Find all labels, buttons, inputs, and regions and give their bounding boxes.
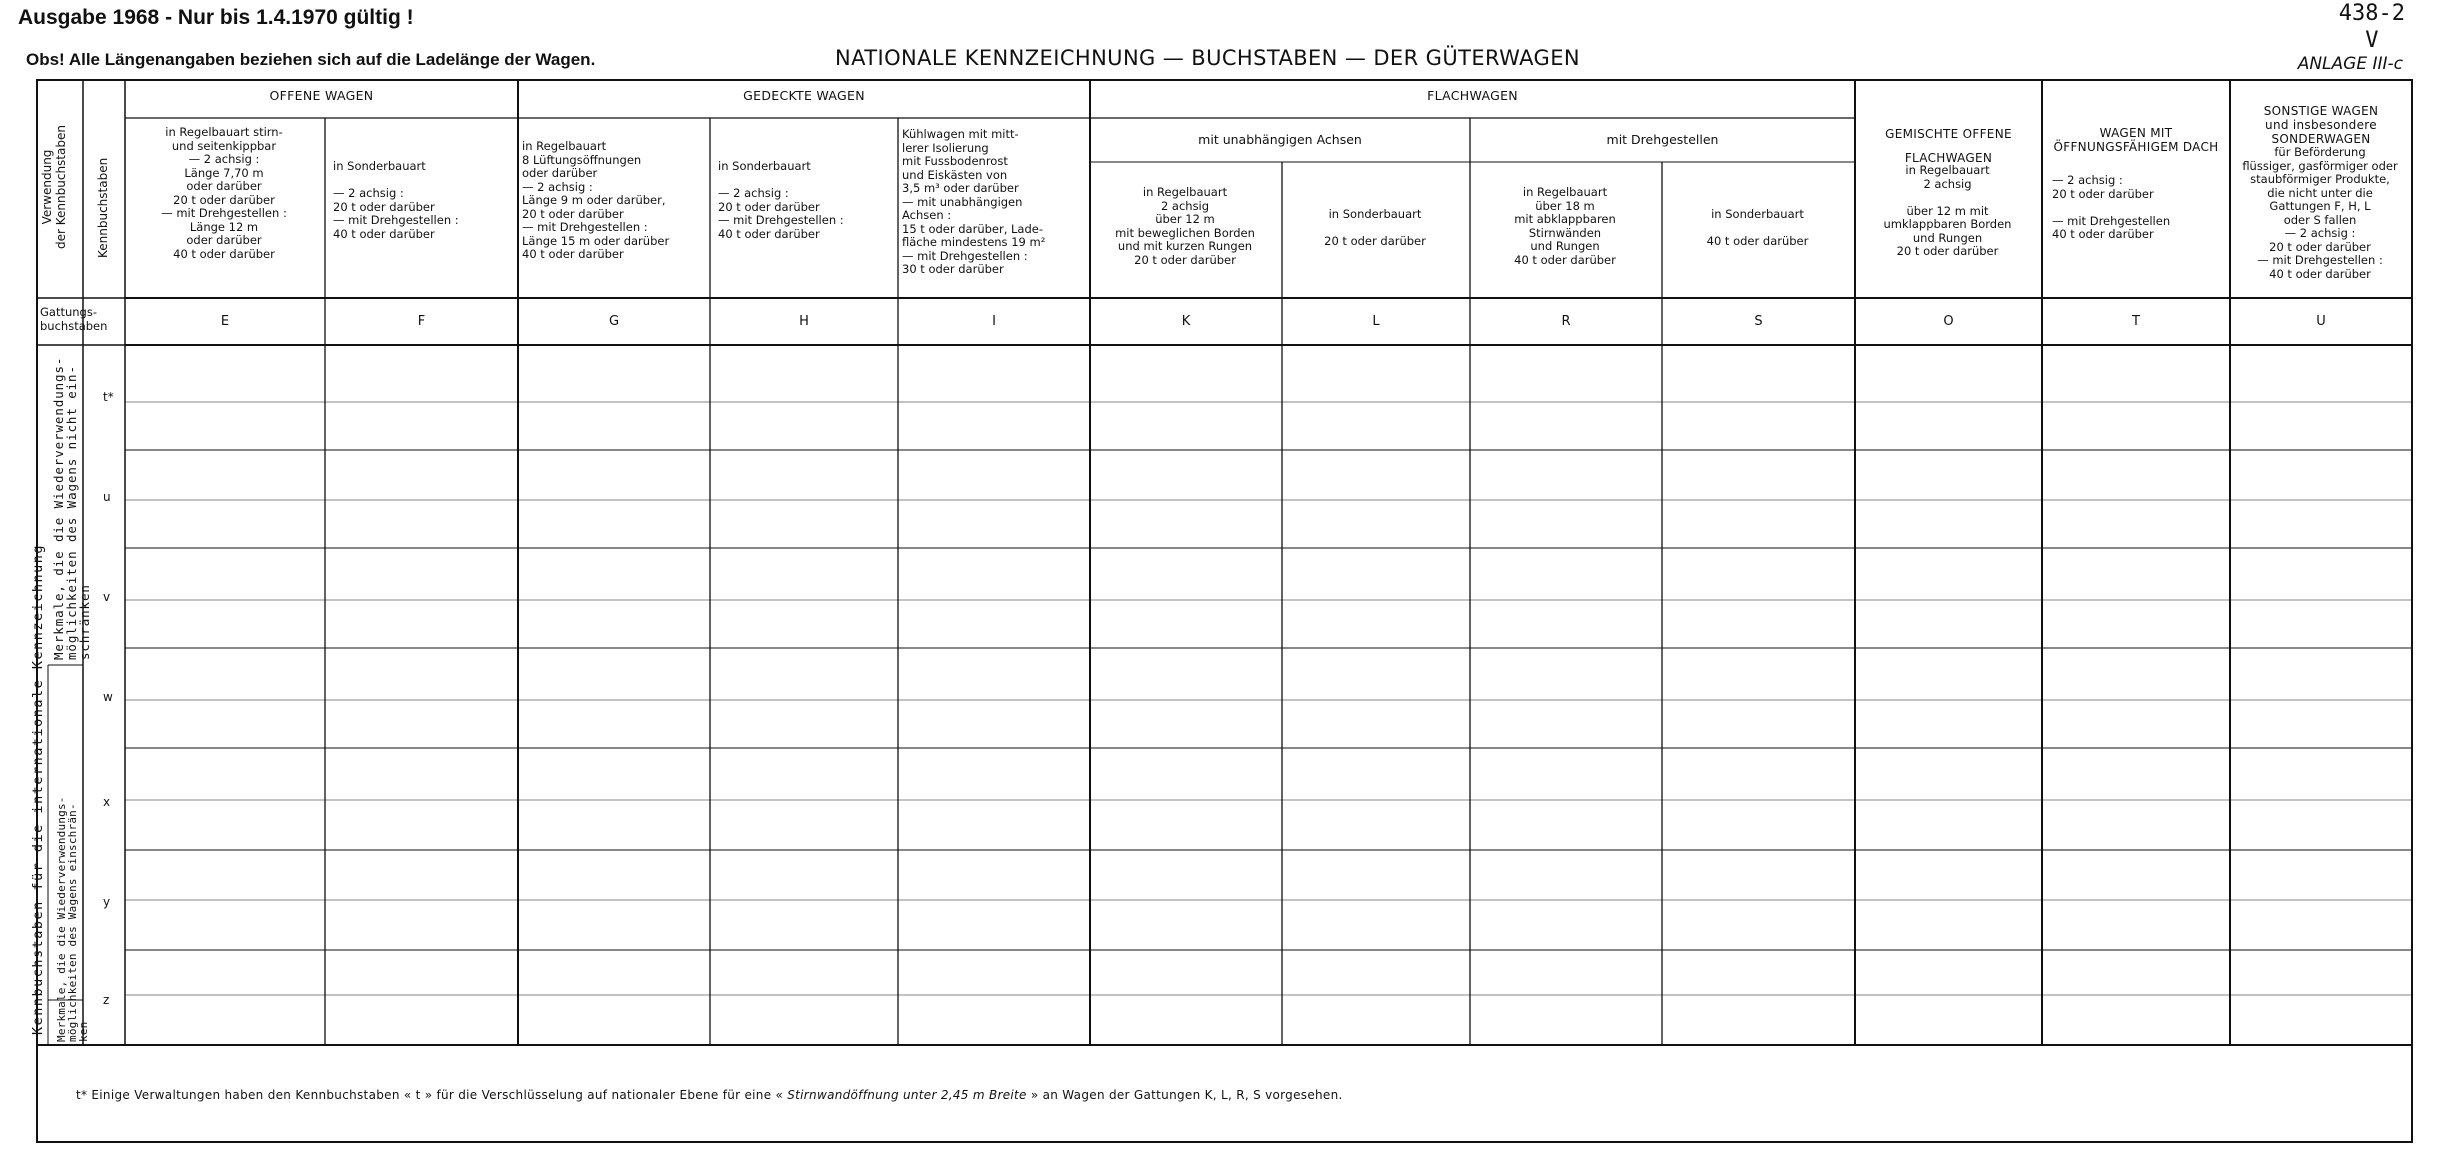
merkmale-lower-label: Merkmale, die die Wiederverwendungs- möglichkeiten des Wagens einschrän- ken: [55, 796, 90, 1042]
column-desc-r: in Regelbauart über 18 m mit abklappbaren Stirnwänden und Rungen 40 t oder darüber: [1514, 185, 1616, 267]
flach-unabhaengig: mit unabhängigen Achsen: [1198, 132, 1362, 147]
column-desc-i: Kühlwagen mit mitt- lerer Isolierung mit Fussbodenrost und Eiskästen von 3,5 m³ oder darüber — mit unabhängigen Achsen : 15 t oder darüber, Lade- fläche mindestens 19 m² — mit Drehgestellen : 30 t oder darüber: [902, 127, 1046, 276]
row-key-2: v: [103, 590, 111, 604]
row-key-4: x: [103, 795, 111, 809]
column-desc-o: in Regelbauart 2 achsig über 12 m mit umklappbaren Borden und Rungen 20 t oder darüber: [1883, 163, 2012, 258]
footnote-text-1: t* Einige Verwaltungen haben den Kennbuchstaben « t » für die Verschlüsselung auf nationaler Ebene für eine «: [76, 1088, 784, 1102]
row-key-0: t*: [103, 390, 114, 404]
footnote-text-2: » an Wagen der Gattungen K, L, R, S vorgesehen.: [1030, 1088, 1343, 1102]
column-desc-s: in Sonderbauart 40 t oder darüber: [1706, 207, 1809, 248]
column-desc-g: in Regelbauart 8 Lüftungsöffnungen oder darüber — 2 achsig : Länge 9 m oder darüber, 20 t oder darüber — mit Drehgestellen : Länge 15 m oder darüber 40 t oder darüber: [522, 139, 670, 261]
length-note: Obs! Alle Längenangaben beziehen sich auf die Ladelänge der Wagen.: [26, 50, 596, 69]
group-gedeckte: GEDECKTE WAGEN: [743, 88, 865, 103]
international-label: Kennbuchstaben für die internationale Kennzeichnung: [30, 543, 46, 1035]
column-letter-g: G: [608, 314, 620, 329]
column-letter-h: H: [799, 314, 809, 329]
annex-label: ANLAGE III-c: [2297, 54, 2403, 74]
edition-note: Ausgabe 1968 - Nur bis 1.4.1970 gültig !: [18, 6, 414, 29]
footnote-italic: Stirnwandöffnung unter 2,45 m Breite: [783, 1088, 1031, 1102]
footnote: [76, 1088, 1343, 1102]
column-letter-f: F: [417, 314, 426, 329]
row-key-1: u: [103, 490, 111, 504]
column-desc-l: in Sonderbauart 20 t oder darüber: [1324, 207, 1426, 248]
group-offene: OFFENE WAGEN: [269, 88, 374, 103]
page-title: NATIONALE KENNZEICHNUNG — BUCHSTABEN — DER GÜTERWAGEN: [835, 46, 1580, 70]
column-letter-u: U: [2316, 314, 2326, 329]
column-letter-i: I: [992, 314, 996, 329]
group-flach: FLACHWAGEN: [1427, 88, 1518, 103]
gattungs-label: Gattungs- buchstaben: [40, 305, 108, 333]
column-letter-e: E: [220, 314, 230, 329]
kennbuchstaben-label: Kennbuchstaben: [96, 157, 110, 258]
code-number: 438-2: [2338, 1, 2405, 26]
column-desc-f: in Sonderbauart — 2 achsig : 20 t oder darüber — mit Drehgestellen : 40 t oder darüber: [333, 159, 459, 241]
group-sonstige: SONSTIGE WAGEN und insbesondere SONDERWAGEN: [2263, 104, 2379, 146]
column-letter-k: K: [1181, 314, 1191, 329]
column-desc-t: — 2 achsig : 20 t oder darüber — mit Drehgestellen 40 t oder darüber: [2052, 173, 2171, 241]
column-letter-r: R: [1561, 314, 1571, 329]
verwendung-label: Verwendung der Kennbuchstaben: [40, 125, 68, 249]
column-letter-t: T: [2132, 314, 2140, 329]
row-key-6: z: [103, 993, 110, 1007]
column-desc-h: in Sonderbauart — 2 achsig : 20 t oder darüber — mit Drehgestellen : 40 t oder darüber: [718, 159, 844, 241]
column-letter-s: S: [1754, 314, 1763, 329]
row-sublines: [125, 402, 2412, 995]
group-oeffnung: WAGEN MIT ÖFFNUNGSFÄHIGEM DACH: [2053, 126, 2219, 154]
code-part: V: [2365, 28, 2379, 53]
merkmale-upper-label: Merkmale, die die Wiederverwendungs- möglichkeiten des Wagens nicht ein- schränken: [51, 356, 92, 660]
column-letter-l: L: [1372, 314, 1380, 329]
column-letter-o: O: [1943, 314, 1954, 329]
column-desc-u: für Beförderung flüssiger, gasförmiger oder staubförmiger Produkte, die nicht unter die Gattungen F, H, L oder S fallen — 2 achsig : 20 t oder darüber — mit Drehgestellen : 40 t oder darüber: [2242, 145, 2398, 281]
flach-drehgestelle: mit Drehgestellen: [1606, 132, 1719, 147]
column-desc-k: in Regelbauart 2 achsig über 12 m mit beweglichen Borden und mit kurzen Rungen 20 t oder darüber: [1115, 185, 1255, 267]
column-desc-e: in Regelbauart stirn- und seitenkippbar — 2 achsig : Länge 7,70 m oder darüber 20 t oder darüber — mit Drehgestellen : Länge 12 m oder darüber 40 t oder darüber: [161, 125, 287, 261]
row-key-3: w: [103, 690, 113, 704]
group-gemischte: GEMISCHTE OFFENE FLACHWAGEN: [1885, 127, 2012, 165]
row-key-5: y: [103, 895, 111, 909]
